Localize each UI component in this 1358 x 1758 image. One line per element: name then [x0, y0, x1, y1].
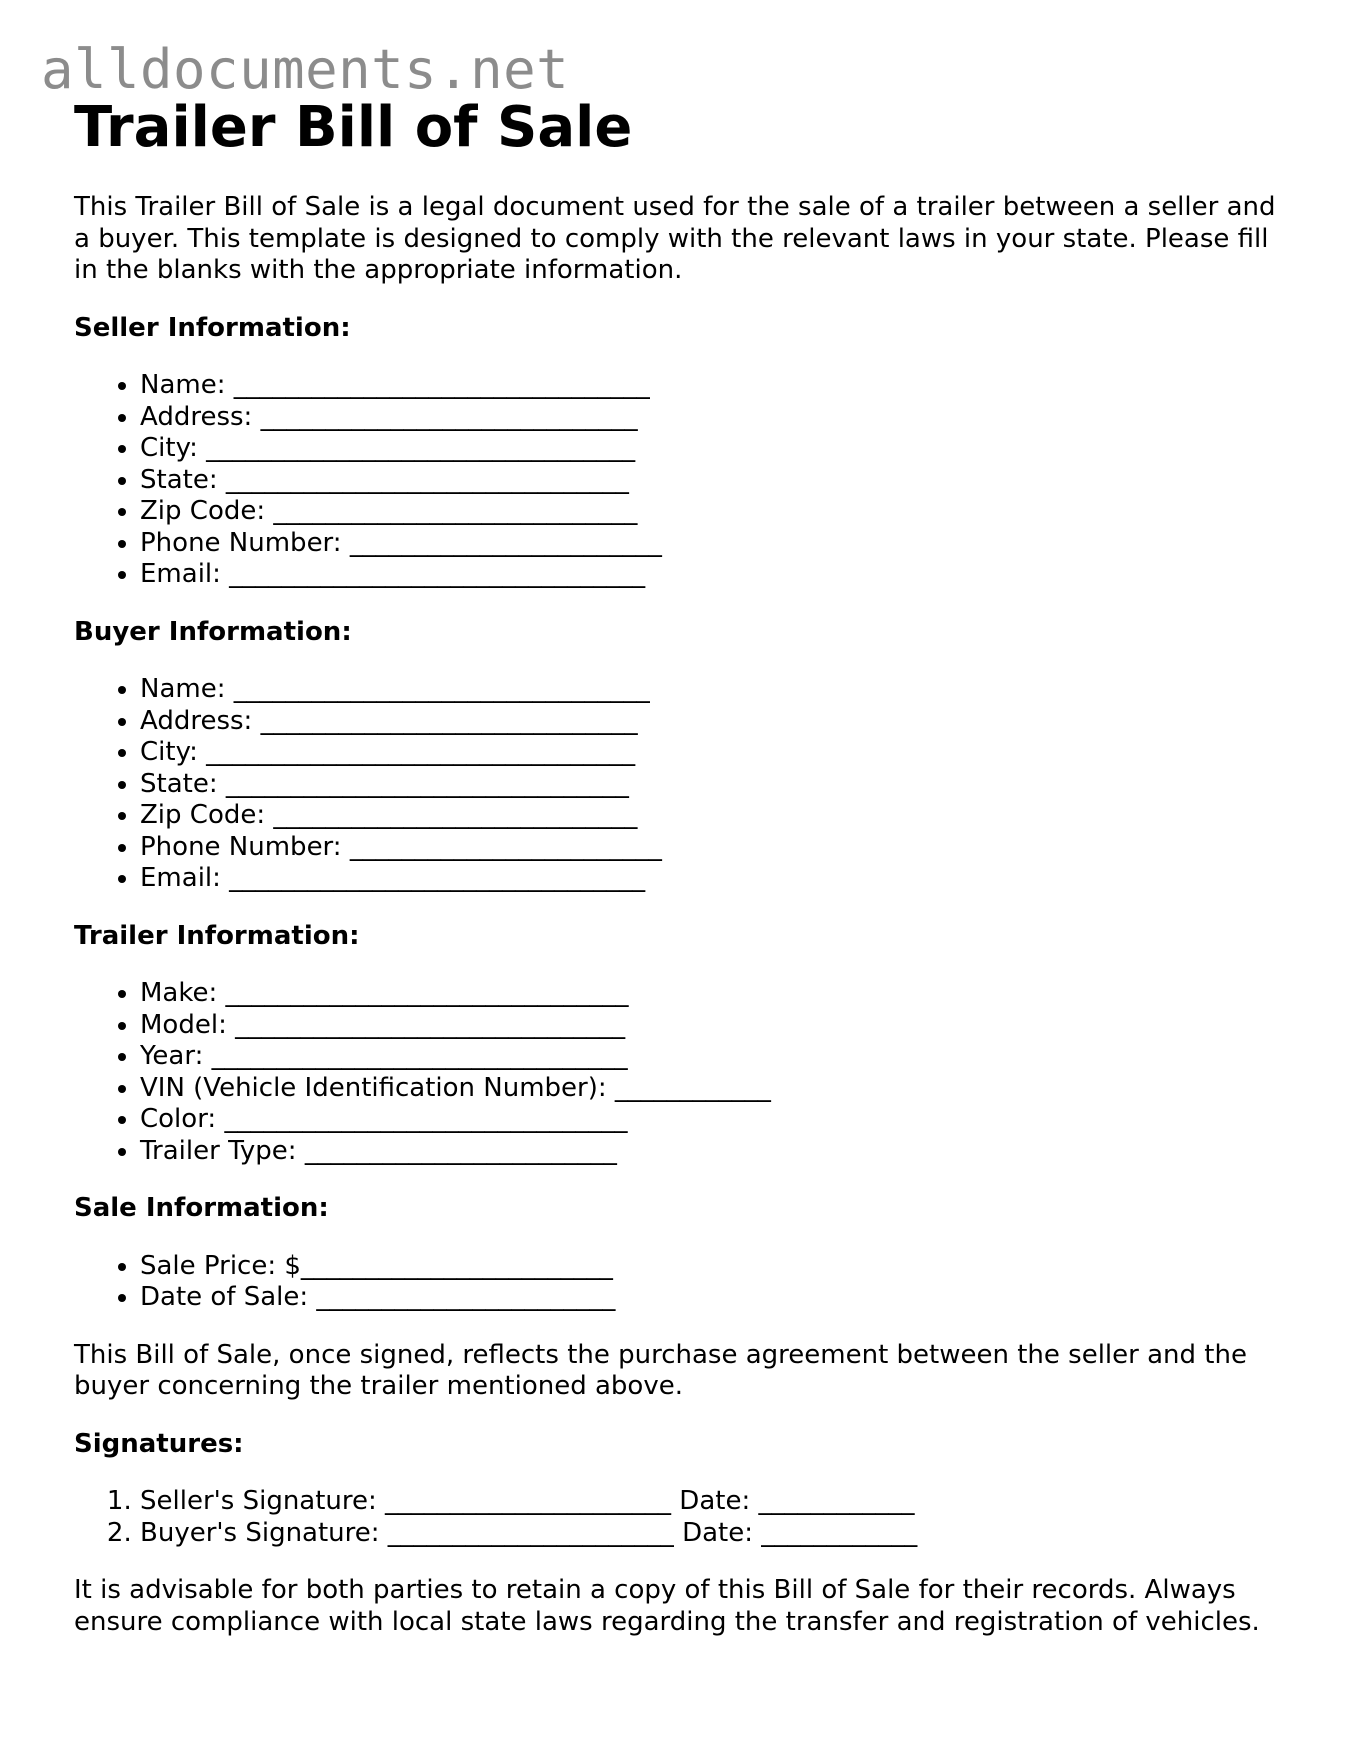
seller-field-list	[74, 370, 1284, 591]
trailer-type-field[interactable]: • Trailer Type: ________________________	[140, 1136, 1284, 1168]
seller-name-field[interactable]: • Name: ________________________________	[140, 370, 1284, 402]
trailer-make-field[interactable]: • Make: _______________________________	[140, 978, 1284, 1010]
intro-paragraph: This Trailer Bill of Sale is a legal document used for the sale of a trailer between a seller and a buyer. This template is designed to comply with the relevant laws in your state. Please fill in the blanks with the appropriate information.	[74, 192, 1276, 285]
buyer-phone-field[interactable]: • Phone Number: ________________________	[140, 832, 1284, 864]
buyer-city-field[interactable]: • City: _________________________________	[140, 737, 1284, 769]
seller-signature-line[interactable]: 1. Seller's Signature: ______________________ Date: ____________	[140, 1486, 1284, 1518]
sale-field-list	[74, 1251, 1284, 1314]
buyer-section-heading: Buyer Information:	[74, 616, 352, 647]
signature-list	[74, 1486, 1284, 1549]
seller-phone-field[interactable]: • Phone Number: ________________________	[140, 528, 1284, 560]
sale-date-field[interactable]: • Date of Sale: _______________________	[140, 1282, 1284, 1314]
trailer-vin-field[interactable]: • VIN (Vehicle Identification Number): ____________	[140, 1073, 1284, 1105]
buyer-field-list	[74, 674, 1284, 895]
buyer-name-field[interactable]: • Name: ________________________________	[140, 674, 1284, 706]
seller-address-field[interactable]: • Address: _____________________________	[140, 402, 1284, 434]
agreement-paragraph: This Bill of Sale, once signed, reflects the purchase agreement between the seller and the buyer concerning the trailer mentioned above.	[74, 1339, 1247, 1401]
signatures-section-heading: Signatures:	[74, 1428, 244, 1459]
trailer-color-field[interactable]: • Color: _______________________________	[140, 1104, 1284, 1136]
trailer-section-heading: Trailer Information:	[74, 920, 360, 951]
buyer-address-field[interactable]: • Address: _____________________________	[140, 706, 1284, 738]
buyer-state-field[interactable]: • State: _______________________________	[140, 769, 1284, 801]
buyer-email-field[interactable]: • Email: ________________________________	[140, 863, 1284, 895]
sale-price-field[interactable]: • Sale Price: $________________________	[140, 1251, 1284, 1283]
page-title: Trailer Bill of Sale	[74, 95, 633, 160]
seller-city-field[interactable]: • City: _________________________________	[140, 433, 1284, 465]
buyer-signature-line[interactable]: 2. Buyer's Signature: ______________________ Date: ____________	[140, 1518, 1284, 1550]
seller-state-field[interactable]: • State: _______________________________	[140, 465, 1284, 497]
seller-section-heading: Seller Information:	[74, 312, 351, 343]
seller-zip-field[interactable]: • Zip Code: ____________________________	[140, 496, 1284, 528]
sale-section-heading: Sale Information:	[74, 1193, 329, 1223]
trailer-model-field[interactable]: • Model: ______________________________	[140, 1010, 1284, 1042]
document-page	[74, 96, 1284, 1638]
closing-paragraph: It is advisable for both parties to retain a copy of this Bill of Sale for their records. Always ensure compliance with local state laws regarding the transfer and registration of vehicles.	[74, 1575, 1260, 1637]
seller-email-field[interactable]: • Email: ________________________________	[140, 559, 1284, 591]
watermark-logo: alldocuments.net	[41, 38, 570, 101]
trailer-field-list	[74, 978, 1284, 1167]
trailer-year-field[interactable]: • Year: ________________________________	[140, 1041, 1284, 1073]
buyer-zip-field[interactable]: • Zip Code: ____________________________	[140, 800, 1284, 832]
